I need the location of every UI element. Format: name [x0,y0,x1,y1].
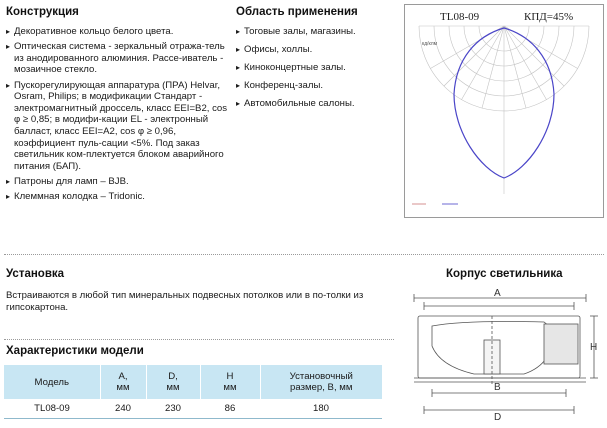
dim-d-label: D [494,412,502,423]
construction-item: ▸ Декоративное кольцо белого цвета. [6,26,228,38]
construction-item: ▸ Оптическая система - зеркальный отража-тель из анодированного алюминия. Рассе-иватель - мозаичное стекло. [6,41,228,76]
specs-table [4,365,382,419]
application-list [236,26,386,113]
construction-item: ▸ Клеммная колодка – Tridonic. [6,191,228,203]
section-divider [4,254,604,255]
col-d [146,365,200,399]
construction-heading: Конструкция [6,6,79,18]
application-heading: Область применения [236,6,358,18]
cell-a: 240 [100,399,146,418]
section-divider [4,339,394,340]
dim-h-label: H [590,342,598,353]
cell-h: 86 [200,399,260,418]
specs-header-row [4,365,382,399]
installation-text: Встраиваются в любой тип минеральных подвесных потолков или в по-толки из гипсокартона. [6,290,364,313]
housing-drawing [404,286,604,426]
polar-efficiency: КПД=45% [524,11,574,23]
application-item: ▸ Тоговые залы, магазины. [236,26,386,38]
dim-a-label: A [494,288,501,299]
housing-heading: Корпус светильника [446,268,563,280]
specs-heading: Характеристики модели [6,345,144,357]
construction-list [6,26,228,206]
cell-d: 230 [146,399,200,418]
dim-b-label: B [494,382,501,393]
col-a [100,365,146,399]
construction-item: ▸ Патроны для ламп – BJB. [6,176,228,188]
polar-scale-label: кд/клм [422,41,438,47]
col-install [260,365,382,399]
application-item: ▸ Офисы, холлы. [236,44,386,56]
col-h [200,365,260,399]
application-item: ▸ Автомобильные салоны. [236,98,386,110]
cell-install: 180 [260,399,382,418]
table-row [4,399,382,418]
polar-model: TL08-09 [440,11,480,23]
col-a-text: A, мм [116,371,130,393]
application-item: ▸ Конференц-залы. [236,80,386,92]
col-d-text: D, мм [166,371,180,393]
col-install-text: Установочный размер, B, мм [289,371,353,393]
polar-diagram [404,4,604,218]
cell-model: TL08-09 [4,399,100,418]
col-h-text: H мм [223,371,237,393]
application-item: ▸ Киноконцертные залы. [236,62,386,74]
installation-heading: Установка [6,268,65,280]
construction-item: ▸ Пускорегулирующая аппаратура (ПРА) Helvar, Osram, Philips; в модификации Стандарт - электромагнитный дроссель, класс EEI=B2, cos φ ≥ 0,85; в модифи-кации EL - электронный балласт, класс EEI=A2, cos φ ≥ 0,96, коэффициент пуль-сации <5%. Под заказ светильник ком-плектуется блоком аварийного питания (БАП). [6,80,228,173]
col-model: Модель [4,365,100,399]
